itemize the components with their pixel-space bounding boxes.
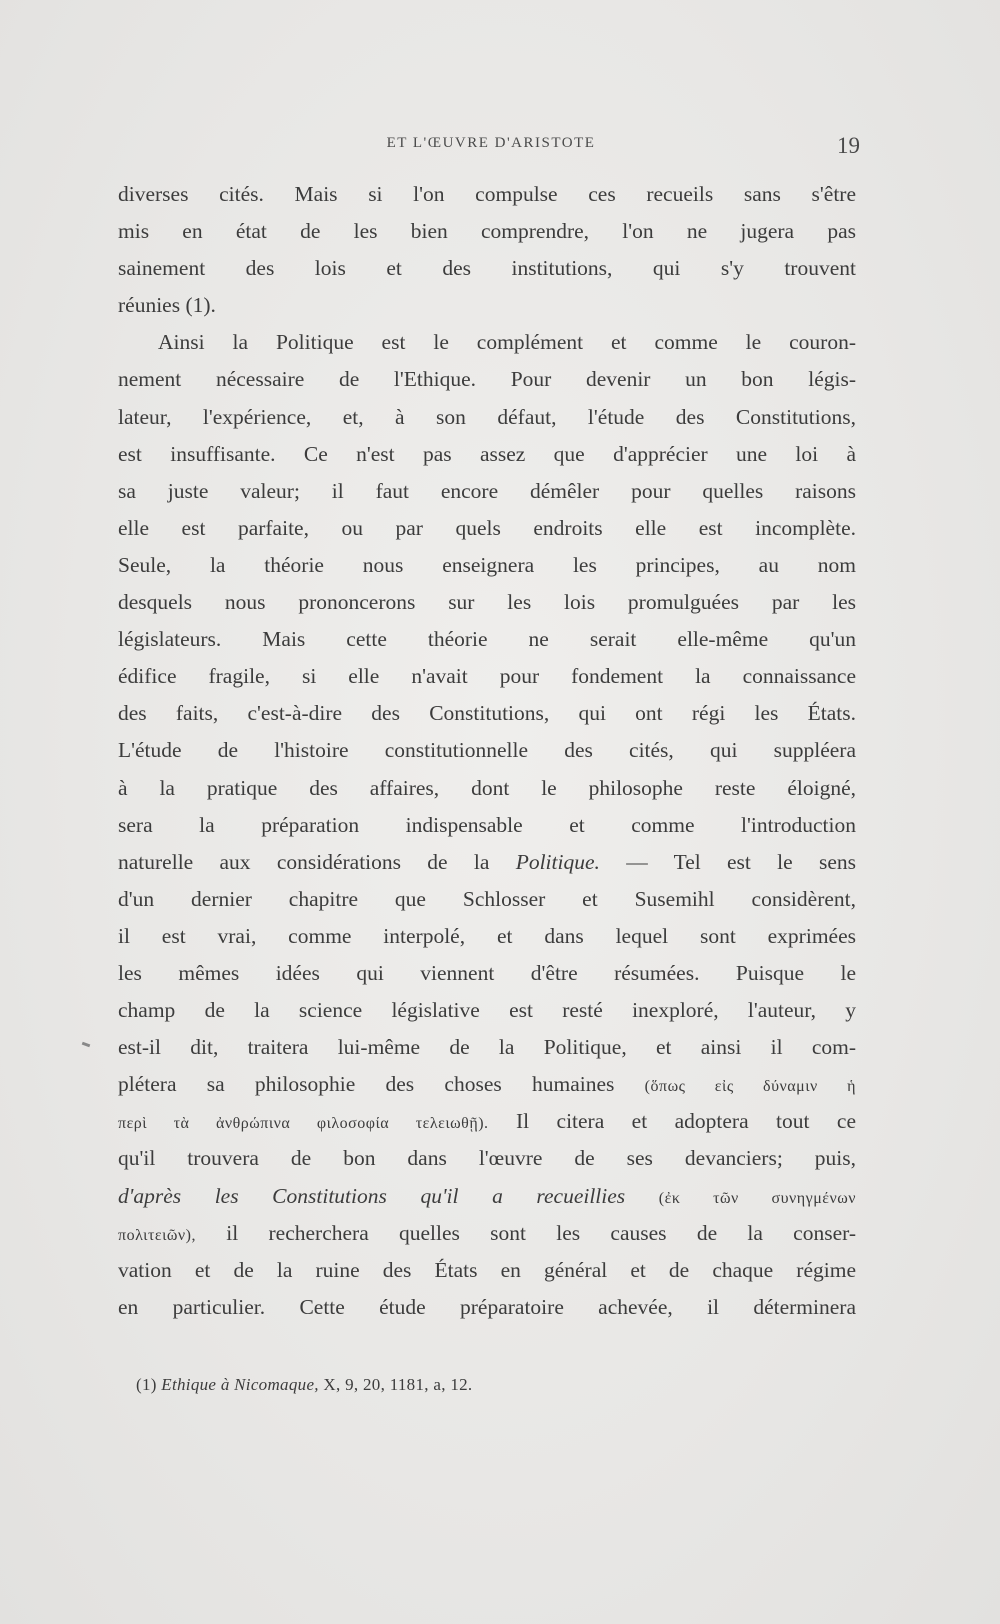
text-line: à la pratique des affaires, dont le philosophe reste éloigné, [118,775,856,800]
text-line-greek [118,1066,856,1103]
body-text [118,176,856,1326]
text-line: des faits, c'est-à-dire des Constitutions, qui ont régi les États. [118,701,856,726]
greek-quote: (ἐκ τῶν συνηγμένων [658,1189,857,1207]
text-line: il est vrai, comme interpolé, et dans lequel sont exprimées [118,923,856,948]
text-line-greek [118,1215,856,1252]
text-line: sainement des lois et des institutions, qui s'y trouvent [118,256,856,281]
italic-title: Politique. [515,849,600,874]
text-line-italic [118,1178,856,1215]
text-line: diverses cités. Mais si l'on compulse ces recueils sans s'être [118,182,856,206]
footnote-marker: (1) [136,1375,157,1394]
text-line-greek [118,1103,856,1140]
footnote-title: Ethique à Nicomaque, [161,1375,319,1394]
text-segment: naturelle aux considérations de la [118,849,490,874]
text-line: d'un dernier chapitre que Schlosser et Susemihl considèrent, [118,886,856,911]
greek-quote: (ὅπως εἰς δύναμιν ἡ [644,1078,856,1096]
text-line: champ de la science législative est resté inexploré, l'auteur, y [118,998,856,1023]
text-line: législateurs. Mais cette théorie ne serait elle-même qu'un [118,627,856,652]
text-line: L'étude de l'histoire constitutionnelle des cités, qui suppléera [118,738,856,763]
text-line: est-il dit, traitera lui-même de la Politique, et ainsi il com- [118,1035,856,1060]
text-segment: plétera sa philosophie des choses humaines [118,1072,615,1097]
footnote [136,1375,856,1395]
text-line: mis en état de les bien comprendre, l'on ne jugera pas [118,219,856,244]
running-head [118,133,864,163]
text-line: est insuffisante. Ce n'est pas assez que d'apprécier une loi à [118,441,856,466]
text-line: vation et de la ruine des États en général et de chaque régime [118,1257,856,1282]
running-title: ET L'ŒUVRE D'ARISTOTE [386,135,596,151]
page-number: 19 [837,133,860,158]
italic-phrase: d'après les Constitutions qu'il a recueillies [118,1183,626,1208]
text-line: qu'il trouvera de bon dans l'œuvre de ses devanciers; puis, [118,1146,856,1171]
text-segment: — Tel est le sens [626,849,857,874]
text-line: desquels nous prononcerons sur les lois promulguées par les [118,590,856,615]
text-line: en particulier. Cette étude préparatoire achevée, il déterminera [118,1294,856,1319]
margin-mark [82,1042,91,1048]
text-line: elle est parfaite, ou par quels endroits elle est incomplète. [118,515,856,540]
text-line: nement nécessaire de l'Ethique. Pour devenir un bon légis- [118,367,856,392]
text-segment: Il citera et adoptera tout ce [515,1109,856,1134]
text-line-politique [118,844,856,881]
text-segment: il recherchera quelles sont les causes de la conser- [226,1220,857,1245]
text-line: les mêmes idées qui viennent d'être résumées. Puisque le [118,960,856,985]
text-line: Ainsi la Politique est le complément et comme le couron- [158,330,856,355]
text-line: sera la préparation indispensable et comme l'introduction [118,812,856,837]
text-line: Seule, la théorie nous enseignera les principes, au nom [118,552,856,577]
footnote-reference: X, 9, 20, 1181, a, 12. [323,1375,473,1394]
greek-quote: πολιτειῶν), [118,1226,196,1244]
greek-quote: περὶ τὰ ἀνθρώπινα φιλοσοφία τελειωθῇ). [118,1115,489,1133]
text-line: édifice fragile, si elle n'avait pour fondement la connaissance [118,664,856,689]
text-line: réunies (1). [118,293,216,318]
text-line: lateur, l'expérience, et, à son défaut, l'étude des Constitutions, [118,404,856,429]
text-line: sa juste valeur; il faut encore démêler pour quelles raisons [118,478,856,503]
